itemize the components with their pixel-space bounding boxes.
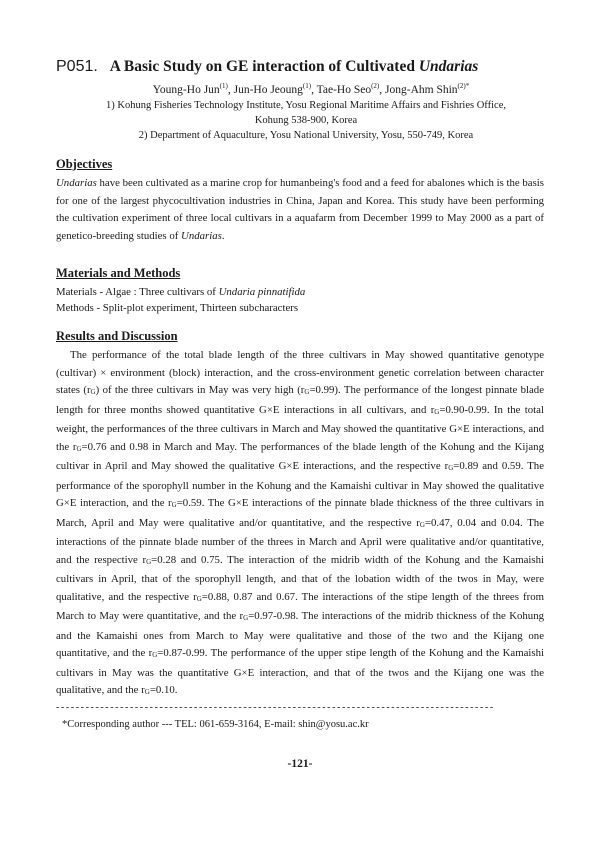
author: Young-Ho Jun$^{(1)}$ [152, 82, 228, 96]
paper-header [56, 58, 556, 143]
author: Jun-Ho Jeoung$^{(1)}$ [233, 82, 312, 96]
affiliation-2: 2) Department of Aquaculture, Yosu National University, Yosu, 550-749, Korea [138, 129, 474, 141]
objectives-heading: Objectives [56, 157, 113, 171]
poster-code: P051. [56, 58, 98, 75]
title-line [56, 58, 556, 76]
corresponding-author-footnote: *Corresponding author --- TEL: 061-659-3164, E-mail: shin@yosu.ac.kr [62, 719, 369, 730]
author: Tae-Ho Seo$^{(2)}$ [316, 82, 380, 96]
author-list: Young-Ho Jun$^{(1)}$, Jun-Ho Jeoung$^{(1)}$, Tae-Ho Seo$^{(2)}$, Jong-Ahm Shin$^{(2)*}$ [152, 82, 470, 96]
methods-heading: Materials and Methods [56, 266, 181, 280]
objectives-text: Undarias have been cultivated as a marine crop for humanbeing's food and a feed for abalones which is the basis for one of the largest phycocultivation industries in China, Japan and Korea. This study have been performing the cultivation experiment of three local cultivars in a aquafarm from December 1999 to May 2000 as a part of genetico-breeding studies of Undarias. [56, 177, 544, 242]
methods-line: Methods - Split-plot experiment, Thirteen subcharacters [56, 302, 299, 314]
author: Jong-Ahm Shin$^{(2)*}$ [385, 82, 470, 96]
objectives-section [56, 157, 544, 245]
methods-section [56, 266, 544, 316]
page-number: -121- [287, 758, 313, 770]
results-heading: Results and Discussion [56, 329, 178, 343]
materials-line: Materials - Algae : Three cultivars of Undaria pinnatifida [56, 286, 306, 298]
paper-title: A Basic Study on GE interaction of Cultivated Undarias [109, 58, 479, 75]
results-text: The performance of the total blade length of the three cultivars in May showed quantitative genotype (cultivar) × environment (block) interaction, and the cross-environment genetic correlation between character states (rG) of the three cultivars in May was very high (rG=0.99). The performance of the longest pinnate blade length for three months showed quantitative G×E interactions in all cultivars, and rG=0.90-0.99. In the total weight, the performances of the three cultivars in March and May showed the quantitative G×E interactions, and the rG=0.76 and 0.98 in March and May. The performances of the blade length of the Kohung and the Kijang cultivar in April and May showed the qualitative G×E interactions, and the respective rG=0.89 and 0.59. The performance of the sporophyll number in the Kohung and the Kamaishi cultivar in May showed the qualitative G×E interaction, and the rG=0.59. The G×E interactions of the pinnate blade thickness of the three cultivars in March, April and May were qualitative and/or quantitative, and the respective rG=0.47, 0.04 and 0.04. The interactions of the pinnate blade number of the threes in March and April were qualitative and/or quantitative, and the respective rG=0.28 and 0.75. The interaction of the midrib width of the Kohung and the Kamaishi cultivars in April, that of the sporophyll length, and that of the lobation width of the twos in May, were qualitative, and the respective rG=0.88, 0.87 and 0.67. The interactions of the stipe length of the threes from March to May were quantitative, and the rG=0.97-0.98. The interactions of the midrib thickness of the Kohung and the Kamaishi ones from March to May were qualitative and those of the two and the Kijang one quantitative, and the rG=0.87-0.99. The performance of the upper stipe length of the Kohung and the Kamaishi cultivars in May was the quantitative G×E interaction, and that of the twos and the Kijang one was the qualitative, and the rG=0.10. [56, 349, 545, 696]
affiliation-1: 1) Kohung Fisheries Technology Institute, Yosu Regional Maritime Affairs and Fishries Office, Kohung 538-900, Korea [106, 99, 506, 126]
results-section [56, 329, 544, 702]
footnote-separator: ----------------------------------------------------------------------------------------- [56, 702, 495, 713]
